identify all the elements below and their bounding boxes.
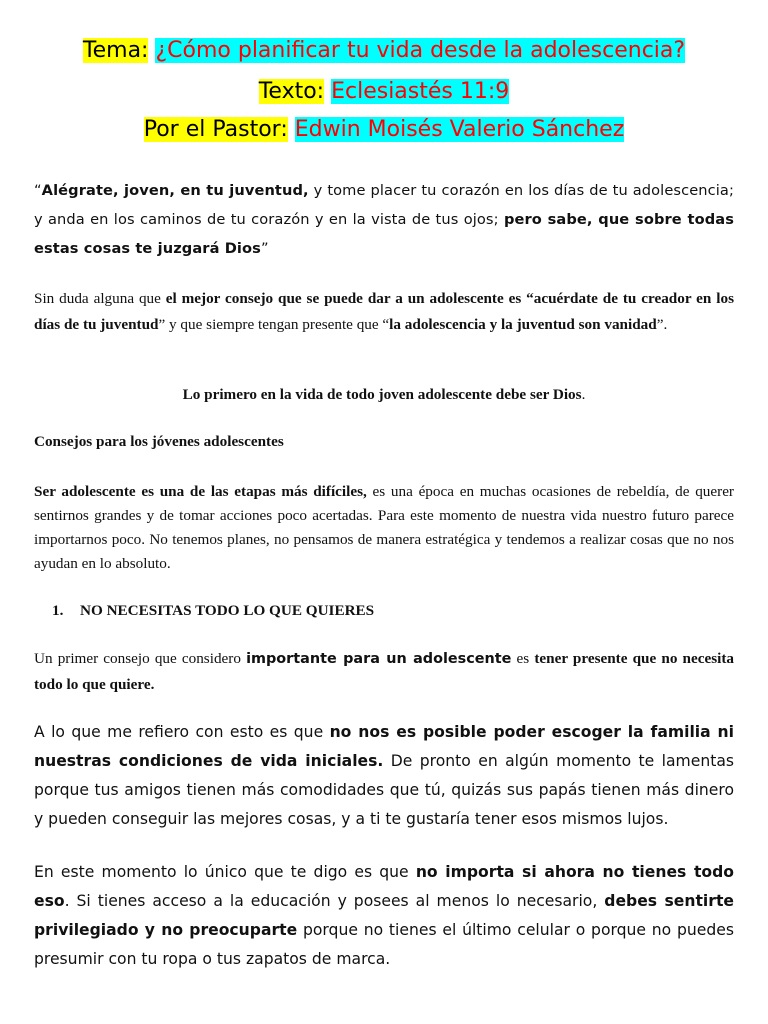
quote-open: “ [34, 182, 42, 199]
pastor-value: Edwin Moisés Valerio Sánchez [294, 117, 625, 142]
quote-close: ” [260, 240, 269, 257]
first-advice-paragraph [34, 646, 734, 698]
intro-bold-2: la adolescencia y la juventud son vanidad [389, 316, 657, 333]
centered-bold: Lo primero en la vida de todo joven adolescente debe ser Dios [182, 386, 582, 403]
quote-bold-2: pero sabe, que sobre todas estas cosas te juzgará Dios [34, 211, 734, 257]
quote-text-1: y tome placer tu corazón en los días de tu adolescencia; y anda en los caminos de tu corazón y en la vista de tus ojos; [34, 182, 734, 228]
tema-value: ¿Cómo planificar tu vida desde la adolescencia? [155, 38, 686, 63]
intro-paragraph [34, 286, 734, 338]
alo-bold-1: no nos es posible poder escoger la familia ni nuestras condiciones de vida iniciales. [34, 723, 734, 770]
quote-bold-1: Alégrate, joven, en tu juventud, [41, 182, 309, 199]
pastor-label: Por el Pastor: [143, 117, 288, 142]
intro-bold-1: el mejor consejo que se puede dar a un adolescente es “acuérdate de tu creador en los días de tu juventud [34, 290, 734, 333]
este-text-1: En este momento lo único que te digo es que [34, 863, 416, 881]
texto-value: Eclesiastés 11:9 [331, 79, 510, 104]
este-bold-2: debes sentirte privilegiado y no preocuparte [34, 892, 734, 939]
tema-label: Tema: [82, 38, 149, 63]
primer-text-1: Un primer consejo que considero [34, 650, 247, 667]
bible-quote-paragraph [34, 176, 734, 263]
intro-text-2: ” y que siempre tengan presente que “ [158, 316, 390, 333]
intro-text-1: Sin duda alguna que [34, 290, 166, 307]
ser-text: es una época en muchas ocasiones de rebeldía, de querer sentirnos grandes y de tomar acciones poco acertadas. Para este momento de nuestra vida nuestro futuro parece importarnos poco. No tenemos planes, no pensamos de manera estratégica y tendemos a realizar cosas que no nos ayudan en lo absoluto. [34, 483, 734, 572]
este-text-2: . Si tienes acceso a la educación y posees al menos lo necesario, [64, 892, 605, 910]
alo-text-1: A lo que me refiero con esto es que [34, 723, 330, 741]
texto-label: Texto: [258, 79, 325, 104]
list-item-text: NO NECESITAS TODO LO QUE QUIERES [80, 602, 375, 619]
explanation-paragraph [34, 718, 734, 834]
centered-statement [34, 384, 734, 406]
section-subheading: Consejos para los jóvenes adolescentes [34, 433, 284, 450]
este-bold-1: no importa si ahora no tienes todo eso [34, 863, 734, 910]
list-item-number: 1. [52, 602, 64, 619]
header-tema [0, 36, 768, 66]
primer-bold-2: tener presente que no necesita todo lo que quiere. [34, 650, 734, 693]
centered-end: . [581, 386, 586, 403]
ser-bold: Ser adolescente es una de las etapas más difíciles, [34, 483, 367, 500]
intro-text-3: ”. [656, 316, 668, 333]
numbered-list-item [52, 600, 732, 622]
alo-text-2: De pronto en algún momento te lamentas porque tus amigos tienen más comodidades que tú, quizás sus papás tienen más dinero y pueden conseguir las mejores cosas, y a ti te gustaría tener esos mismos lujos. [34, 752, 735, 828]
header-texto [0, 77, 768, 107]
este-text-3: porque no tienes el último celular o porque no puedes presumir con tu ropa o tus zapatos de marca. [34, 921, 734, 968]
closing-paragraph [34, 858, 734, 974]
primer-bold-1: importante para un adolescente [246, 651, 512, 667]
header-pastor [0, 115, 768, 145]
adolescence-paragraph [34, 480, 734, 576]
primer-text-2: es [511, 650, 535, 667]
